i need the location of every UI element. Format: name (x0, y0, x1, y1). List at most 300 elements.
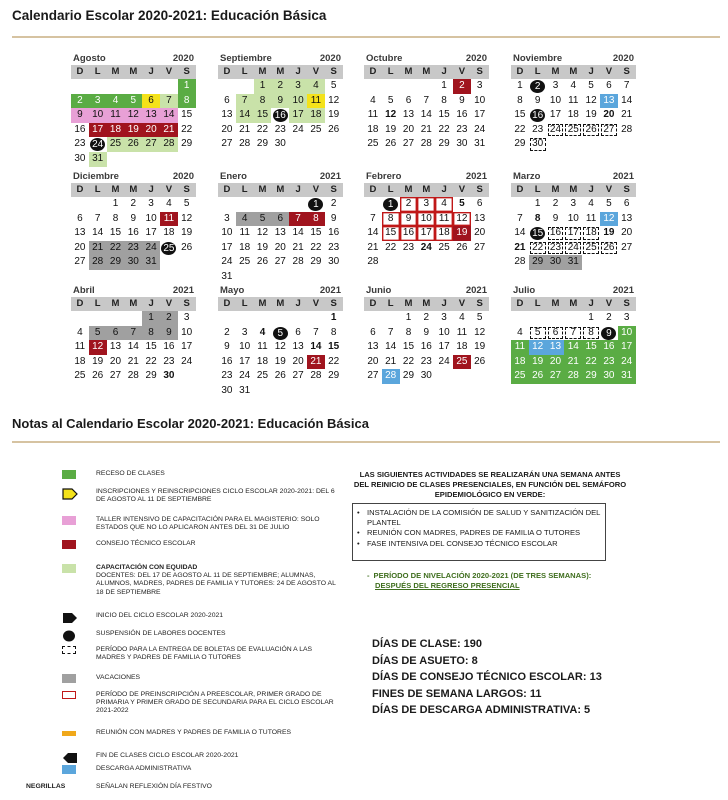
day-cell: 13 (402, 109, 415, 121)
day-grid (71, 311, 196, 384)
legend-swatch-redbox (62, 691, 76, 699)
suspension-circle: 15 (532, 228, 544, 240)
day-cell: 8 (534, 212, 541, 224)
day-cell: 1 (588, 312, 594, 323)
day-cell: 30 (529, 137, 547, 152)
day-cell: 27 (402, 138, 415, 150)
day-cell: 1 (534, 198, 541, 209)
weekday-label: S (183, 184, 190, 195)
day-cell: 6 (623, 198, 630, 209)
day-cell: 3 (183, 312, 190, 323)
day-cell: 30 (124, 255, 142, 270)
day-cell: 16 (127, 227, 139, 239)
day-cell: 5 (254, 212, 272, 227)
yellow-arrow-icon (62, 488, 76, 497)
weekday-label: J (588, 298, 594, 309)
day-cell: 3 (623, 312, 630, 323)
day-cell: 12 (600, 212, 618, 227)
day-cell: 17 (564, 226, 582, 241)
day-cell: 28 (564, 369, 582, 384)
activity-item: • REUNIÓN CON MADRES, PADRES DE FAMILIA O TUTORES (357, 528, 605, 538)
month-year: 2021 (612, 171, 634, 182)
day-cell: 1 (405, 312, 412, 323)
day-cell: 15 (254, 108, 272, 123)
day-cell: 21 (420, 123, 432, 135)
day-cell: 27 (292, 370, 304, 382)
day-cell: 19 (92, 355, 104, 367)
day-cell: 23 (456, 123, 468, 135)
day-cell: 22 (145, 355, 157, 367)
empty-cell (218, 311, 236, 326)
weekday-label: M (404, 66, 413, 77)
day-cell: 2 (552, 198, 559, 209)
day-cell: 2 (271, 79, 289, 94)
day-cell: 4 (77, 326, 83, 338)
day-cell: 18 (367, 123, 379, 135)
day-cell: 10 (417, 212, 435, 227)
day-cell (529, 226, 547, 241)
day-cell: 2 (453, 79, 471, 94)
day-cell: 10 (89, 108, 107, 123)
day-cell: 14 (621, 94, 633, 106)
weekday-label: M (551, 298, 560, 309)
day-cell: 22 (582, 355, 600, 370)
day-cell (529, 108, 547, 123)
day-cell: 2 (130, 198, 137, 209)
day-cell: 14 (514, 227, 526, 239)
day-cell: 15 (310, 227, 322, 239)
day-cell: 31 (142, 255, 160, 270)
calendar-months (71, 52, 637, 396)
day-cell: 14 (420, 109, 432, 121)
empty-cell (289, 311, 307, 326)
day-cell: 20 (367, 355, 379, 367)
weekday-label: L (94, 184, 101, 195)
day-cell: 17 (438, 341, 450, 353)
day-cell: 6 (547, 326, 565, 341)
month-name: Marzo (513, 171, 541, 182)
empty-cell (71, 197, 89, 212)
day-cell: 19 (603, 227, 615, 239)
day-cell: 19 (585, 109, 597, 121)
suspension-circle: 16 (532, 110, 544, 122)
day-cell: 28 (420, 138, 432, 150)
day-cell: 1 (142, 311, 160, 326)
day-cell: 30 (274, 138, 286, 150)
day-cell: 4 (259, 326, 266, 338)
day-cell: 12 (124, 108, 142, 123)
day-cell: 20 (547, 355, 565, 370)
legend-text: INICIO DEL CICLO ESCOLAR 2020-2021 (96, 612, 224, 619)
day-cell: 2 (224, 326, 230, 338)
empty-cell (254, 197, 272, 212)
legend-swatch-red (62, 540, 76, 549)
weekday-label: S (330, 66, 337, 77)
day-cell: 8 (405, 326, 412, 338)
day-cell: 19 (256, 241, 269, 253)
day-cell: 10 (289, 94, 307, 109)
weekday-label: S (476, 184, 483, 195)
day-cell: 20 (142, 123, 160, 138)
day-cell: 10 (181, 326, 193, 338)
day-cell: 30 (74, 152, 86, 164)
month-year: 2020 (172, 171, 194, 182)
day-cell: 30 (456, 138, 468, 150)
day-cell: 19 (124, 123, 142, 138)
day-cell: 11 (160, 212, 178, 227)
day-cell (382, 197, 400, 212)
month-noviembre (511, 52, 636, 152)
empty-cell (254, 311, 272, 326)
weekday-label: M (422, 298, 431, 309)
day-cell: 12 (585, 94, 597, 106)
weekday-label: J (148, 184, 154, 195)
weekday-label: M (404, 298, 413, 309)
month-abril (71, 284, 196, 384)
day-cell: 9 (130, 212, 137, 224)
month-name: Diciembre (73, 171, 119, 182)
weekday-header (218, 297, 343, 311)
day-cell: 16 (400, 226, 418, 241)
weekday-label: J (148, 298, 154, 309)
weekday-label: M (569, 66, 578, 77)
weekday-label: D (223, 298, 231, 309)
day-cell: 31 (221, 270, 233, 282)
day-cell: 9 (552, 212, 559, 224)
weekday-label: L (241, 66, 248, 77)
month-header (218, 284, 343, 297)
weekday-label: M (404, 184, 413, 195)
weekday-label: D (516, 298, 524, 309)
day-cell: 25 (511, 369, 529, 384)
day-cell: 25 (74, 370, 86, 382)
day-cell: 4 (435, 197, 453, 212)
day-cell: 9 (271, 94, 289, 109)
day-cell: 8 (582, 326, 600, 341)
legend-text: DESCARGA ADMINISTRATIVA (96, 765, 192, 772)
month-header (364, 170, 489, 183)
day-cell: 6 (107, 326, 125, 341)
legend-swatch-lgreen (62, 564, 76, 573)
day-cell: 1 (112, 198, 119, 209)
day-cell: 3 (476, 80, 483, 91)
day-cell: 11 (435, 212, 453, 227)
day-cell: 22 (385, 241, 397, 253)
day-cell: 26 (256, 256, 269, 268)
empty-cell (89, 79, 107, 94)
day-cell: 10 (618, 326, 636, 341)
empty-cell (511, 197, 529, 212)
day-cell: 8 (382, 212, 400, 227)
empty-cell (218, 197, 236, 212)
day-cell: 30 (221, 384, 233, 396)
day-cell: 28 (621, 123, 633, 135)
day-cell: 13 (474, 212, 486, 224)
weekday-header (71, 183, 196, 197)
month-name: Abril (73, 285, 95, 296)
day-cell: 17 (289, 108, 307, 123)
day-cell: 26 (456, 241, 468, 253)
stat-dias-clase: DÍAS DE CLASE: 190 (372, 638, 483, 650)
weekday-label: L (387, 184, 394, 195)
day-cell: 21 (367, 241, 379, 253)
day-cell: 3 (89, 94, 107, 109)
day-cell: 25 (239, 256, 251, 268)
empty-cell (236, 79, 254, 94)
weekday-label: M (111, 298, 120, 309)
day-cell: 10 (145, 212, 157, 224)
weekday-label: M (569, 298, 578, 309)
day-cell: 31 (239, 384, 251, 396)
legend-text: RECESO DE CLASES (96, 470, 165, 477)
day-cell: 17 (239, 355, 251, 367)
legend-text: PERÍODO DE PREINSCRIPCIÓN A PREESCOLAR, PRIMER GRADO DE PRIMARIA Y PRIMER GRADO DE SECUNDARIA PARA EL CICLO ESCOLAR 2021-2022 (96, 691, 334, 715)
month-header (71, 284, 196, 297)
weekday-label: L (241, 184, 248, 195)
weekday-label: S (476, 298, 483, 309)
day-cell: 11 (511, 340, 529, 355)
weekday-header (71, 297, 196, 311)
weekday-label: M (258, 66, 267, 77)
legend-text: PERÍODO PARA LA ENTREGA DE BOLETAS DE EVALUACIÓN A LAS MADRES Y PADRES DE FAMILIA O TUTORES (96, 646, 313, 662)
weekday-label: M (276, 66, 285, 77)
weekday-label: V (312, 66, 320, 77)
day-grid (511, 311, 636, 384)
weekday-label: V (165, 184, 173, 195)
month-enero (218, 170, 343, 285)
day-cell: 29 (514, 138, 526, 150)
day-cell: 28 (292, 256, 304, 268)
day-cell: 18 (567, 109, 579, 121)
day-cell: 1 (254, 79, 272, 94)
day-cell: 9 (330, 212, 337, 224)
day-cell: 25 (453, 355, 471, 370)
day-cell: 11 (257, 341, 268, 353)
day-cell: 23 (74, 138, 86, 150)
divider (12, 36, 720, 38)
day-cell: 16 (221, 355, 233, 367)
day-cell: 13 (274, 227, 286, 239)
day-grid (364, 197, 489, 270)
day-cell: 29 (181, 138, 193, 150)
day-cell: 30 (328, 256, 340, 268)
black-arrow-left-icon (62, 752, 76, 761)
page-title: Calendario Escolar 2020-2021: Educación Básica (12, 8, 327, 23)
day-cell (600, 326, 618, 341)
legend-text: INSCRIPCIONES Y REINSCRIPCIONES CICLO ESCOLAR 2020-2021: DEL 6 DE AGOSTO AL 11 DE SEPTIEMBRE (96, 488, 335, 504)
day-cell: 28 (382, 369, 400, 384)
empty-cell (236, 311, 254, 326)
weekday-label: D (369, 298, 377, 309)
day-cell: 17 (181, 341, 193, 353)
day-cell: 27 (274, 256, 286, 268)
day-cell: 3 (441, 312, 447, 323)
notes-title: Notas al Calendario Escolar 2020-2021: Educación Básica (12, 416, 369, 431)
day-cell: 5 (183, 198, 190, 209)
empty-cell (382, 79, 400, 94)
suspension-circle: 25 (163, 242, 175, 254)
day-cell: 19 (274, 355, 286, 367)
day-cell: 18 (256, 355, 269, 367)
legend-text: SEÑALAN REFLEXIÓN DÍA FESTIVO (96, 783, 212, 790)
empty-cell (160, 79, 178, 94)
weekday-header (511, 183, 636, 197)
day-cell: 7 (289, 212, 307, 227)
day-cell: 23 (532, 123, 544, 135)
day-cell: 7 (517, 212, 523, 224)
day-cell: 18 (163, 227, 175, 239)
weekday-label: J (441, 66, 447, 77)
weekday-label: J (441, 184, 447, 195)
weekday-label: M (258, 298, 267, 309)
day-cell: 25 (256, 370, 269, 382)
day-cell: 28 (160, 137, 178, 152)
month-diciembre (71, 170, 196, 270)
month-year: 2021 (172, 285, 194, 296)
weekday-header (511, 297, 636, 311)
day-cell: 1 (517, 80, 523, 91)
stats (372, 636, 602, 719)
empty-cell (124, 79, 142, 94)
weekday-label: V (605, 298, 613, 309)
day-cell: 5 (124, 94, 142, 109)
empty-cell (71, 79, 89, 94)
month-year: 2021 (465, 171, 487, 182)
day-cell: 27 (109, 370, 122, 382)
month-name: Febrero (366, 171, 402, 182)
empty-cell (89, 197, 107, 212)
day-grid (511, 79, 636, 152)
day-cell: 23 (274, 123, 286, 135)
day-cell: 7 (236, 94, 254, 109)
day-cell: 20 (221, 123, 233, 135)
month-header (511, 170, 636, 183)
day-cell: 5 (330, 80, 337, 91)
weekday-label: S (330, 298, 337, 309)
day-cell: 29 (402, 370, 415, 382)
day-cell: 7 (313, 326, 319, 338)
empty-cell (364, 197, 382, 212)
month-header (218, 52, 343, 65)
legend-swatch-gray (62, 674, 76, 683)
day-cell: 17 (89, 123, 107, 138)
day-cell: 8 (517, 94, 523, 106)
empty-cell (382, 311, 400, 326)
day-cell: 2 (423, 312, 430, 323)
weekday-label: L (94, 66, 101, 77)
suspension-circle: 1 (308, 198, 323, 211)
day-cell: 27 (474, 241, 486, 253)
weekday-label: V (458, 66, 466, 77)
day-cell: 7 (423, 94, 430, 106)
weekday-label: J (295, 66, 301, 77)
day-cell: 10 (567, 212, 579, 224)
day-cell: 29 (529, 255, 547, 270)
day-cell: 25 (107, 137, 125, 152)
day-cell: 8 (112, 212, 119, 224)
weekday-label: S (623, 66, 630, 77)
month-year: 2021 (465, 285, 487, 296)
day-cell: 29 (256, 138, 269, 150)
day-cell: 7 (564, 326, 582, 341)
day-cell: 15 (402, 341, 415, 353)
day-cell: 17 (549, 109, 562, 121)
day-cell: 14 (367, 227, 379, 239)
day-cell: 18 (456, 341, 468, 353)
empty-cell (236, 197, 254, 212)
day-cell: 7 (124, 326, 142, 341)
day-cell: 7 (623, 80, 630, 91)
activity-item: • INSTALACIÓN DE LA COMISIÓN DE SALUD Y SANITIZACIÓN DEL PLANTEL (357, 508, 605, 528)
day-cell: 13 (367, 341, 379, 353)
day-cell: 24 (438, 355, 450, 367)
day-cell: 6 (224, 94, 230, 106)
day-cell: 21 (307, 355, 325, 370)
day-cell: 11 (568, 94, 579, 106)
day-cell: 14 (310, 341, 322, 353)
day-cell (271, 108, 289, 123)
empty-cell (564, 311, 582, 326)
day-cell: 12 (256, 227, 269, 239)
day-cell: 29 (145, 370, 157, 382)
weekday-label: M (551, 184, 560, 195)
day-cell: 27 (74, 256, 86, 268)
day-cell: 12 (328, 94, 340, 106)
day-cell: 4 (307, 79, 325, 94)
day-cell: 25 (582, 241, 600, 256)
month-septiembre (218, 52, 343, 152)
day-cell: 26 (600, 241, 618, 256)
day-cell: 5 (387, 94, 394, 106)
legend-swatch-blue (62, 765, 76, 774)
day-cell: 25 (310, 123, 322, 135)
weekday-label: V (458, 298, 466, 309)
weekday-label: S (476, 66, 483, 77)
empty-cell (107, 79, 125, 94)
month-name: Septiembre (220, 53, 272, 64)
day-cell: 30 (600, 369, 618, 384)
weekday-label: J (441, 298, 447, 309)
empty-cell (271, 311, 289, 326)
day-cell: 16 (547, 226, 565, 241)
month-mayo (218, 284, 343, 399)
day-cell: 28 (310, 370, 322, 382)
day-cell: 5 (89, 326, 107, 341)
month-year: 2020 (612, 53, 634, 64)
month-year: 2020 (319, 53, 341, 64)
day-cell: 23 (402, 241, 415, 253)
day-cell: 25 (367, 138, 379, 150)
day-cell: 8 (178, 94, 196, 109)
day-cell: 30 (420, 370, 432, 382)
day-cell: 16 (420, 341, 432, 353)
day-cell: 27 (600, 123, 618, 138)
weekday-label: L (534, 66, 541, 77)
day-cell: 21 (160, 123, 178, 138)
day-cell: 11 (107, 108, 125, 123)
weekday-label: M (276, 184, 285, 195)
month-header (511, 284, 636, 297)
month-year: 2020 (465, 53, 487, 64)
weekday-label: V (312, 184, 320, 195)
day-cell: 26 (181, 241, 193, 253)
day-cell: 7 (160, 94, 178, 109)
day-cell: 24 (547, 123, 565, 138)
day-cell: 31 (474, 138, 486, 150)
day-cell: 26 (385, 138, 397, 150)
nivelacion-note: - PERÍODO DE NIVELACIÓN 2020-2021 (DE TRES SEMANAS): DESPUÉS DEL REGRESO PRESENCIAL (367, 571, 592, 590)
day-cell: 23 (124, 241, 142, 256)
